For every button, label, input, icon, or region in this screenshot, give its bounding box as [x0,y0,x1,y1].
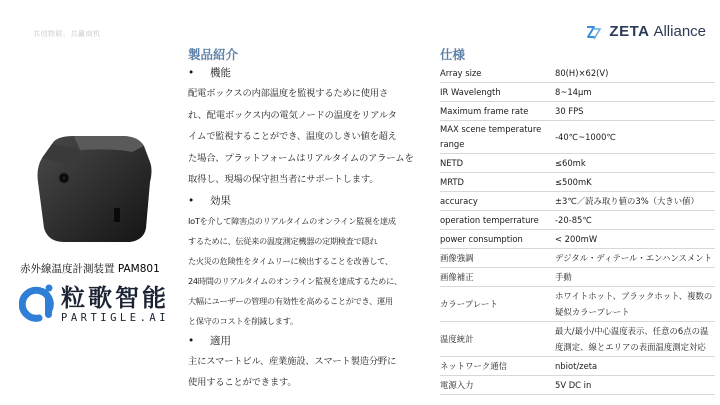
paragraph-line: 取得し、現場の保守担当者にサポートします。 [188,174,379,185]
spec-value: 最大/最小/中心温度表示、任意の6点の温度測定、線とエリアの表面温度測定対応 [555,326,709,352]
spec-key: 画像強調 [440,252,474,263]
intro-section [188,63,424,394]
spec-value: デジタル・ディテール・エンハンスメント [555,253,712,263]
spec-value: -40℃~1000℃ [555,132,616,142]
intro-title: 製品紹介 [188,47,239,62]
spec-row [440,64,715,83]
partigle-logo-en: PARTIGLE.AI [61,311,170,324]
spec-value: -20-85℃ [555,215,592,225]
spec-row [440,357,715,376]
spec-key: operation temperrature [440,214,539,225]
zeta-alliance-logo [585,23,706,40]
paragraph-line: た場合、プラットフォームはリアルタイムのアラームを [188,152,414,164]
paragraph-line: するために、伝従来の温度測定機器の定期検査で隠れ [188,235,378,246]
product-device-image [34,130,159,248]
spec-key: Array size [440,67,482,78]
spec-row [440,322,715,357]
paragraph-line: 使用することができます。 [188,377,297,388]
spec-key: accuracy [440,195,478,206]
spec-row [440,249,715,268]
partigle-logo-cn: 粒歌智能 [61,283,169,312]
spec-key: NETD [440,157,464,168]
brand-name: ZETA [609,23,650,40]
paragraph-line: た火災の危険性をタイムリーに検出することを改善して、 [188,255,393,266]
spec-title: 仕様 [440,47,466,62]
spec-row [440,230,715,249]
paragraph-line: イムで監視することができ、温度のしきい値を超え [188,131,397,142]
spec-row [440,192,715,211]
spec-key: IR Wavelength [440,86,501,97]
watermark-text: 共创物联，共赢商机 [33,30,101,38]
spec-value: < 200mW [555,234,598,244]
partigle-logo [19,284,169,324]
spec-row [440,268,715,287]
spec-value: ホワイトホット、ブラックホット、複数の疑似カラープレート [555,291,713,317]
spec-key: 画像補正 [440,271,474,282]
spec-row [440,287,715,322]
paragraph-line: 配電ボックスの内部温度を監視するために使用さ [188,88,389,99]
spec-key: MRTD [440,176,464,187]
spec-row [440,154,715,173]
spec-value: 8~14μm [555,87,592,97]
paragraph-line: れ、配電ボックス内の電気ノードの温度をリアルタ [188,109,397,121]
paragraph-line: IoTを介して障害点のリアルタイムのオンライン監視を達成 [188,215,396,226]
spec-row [440,211,715,230]
spec-key: カラープレート [440,298,498,309]
section-heading: • 機能 [188,67,231,79]
spec-value: nbiot/zeta [555,361,598,371]
section-heading: • 適用 [188,334,231,347]
partigle-mark-icon [19,284,55,324]
spec-key: 電源入力 [440,379,474,390]
spec-key: ネットワーク通信 [440,360,507,371]
brand-suffix: Alliance [653,23,706,40]
spec-table [440,64,715,395]
paragraph-line: 大幅にユーザーの管理の有効性を高めることができ、運用 [188,295,393,306]
spec-value: ±3℃／読み取り値の3%（大きい値） [555,196,699,206]
spec-row [440,173,715,192]
spec-row [440,121,715,154]
paragraph-line: 24時間のリアルタイムのオンライン監視を達成するために、 [188,275,402,286]
spec-row [440,102,715,121]
paragraph-line: 主にスマートビル、産業施設、スマート製造分野に [188,355,397,367]
spec-value: 手動 [555,272,572,282]
spec-value: 5V DC in [555,380,592,390]
spec-key: MAX scene temperature range [440,124,542,149]
spec-value: ≤500mK [555,177,592,187]
spec-row [440,376,715,395]
spec-key: 温度統計 [440,333,474,344]
spec-key: Maximum frame rate [440,105,529,116]
zeta-mark-icon [585,24,605,40]
section-heading: • 効果 [188,194,231,207]
product-caption: 赤外線温度計測装置 PAM801 [20,263,160,275]
spec-value: ≤60mk [555,158,586,168]
spec-key: power consumption [440,233,523,244]
spec-value: 30 FPS [555,106,584,116]
spec-value: 80(H)×62(V) [555,68,609,78]
paragraph-line: と保守のコストを削減します。 [188,315,298,326]
spec-row [440,83,715,102]
